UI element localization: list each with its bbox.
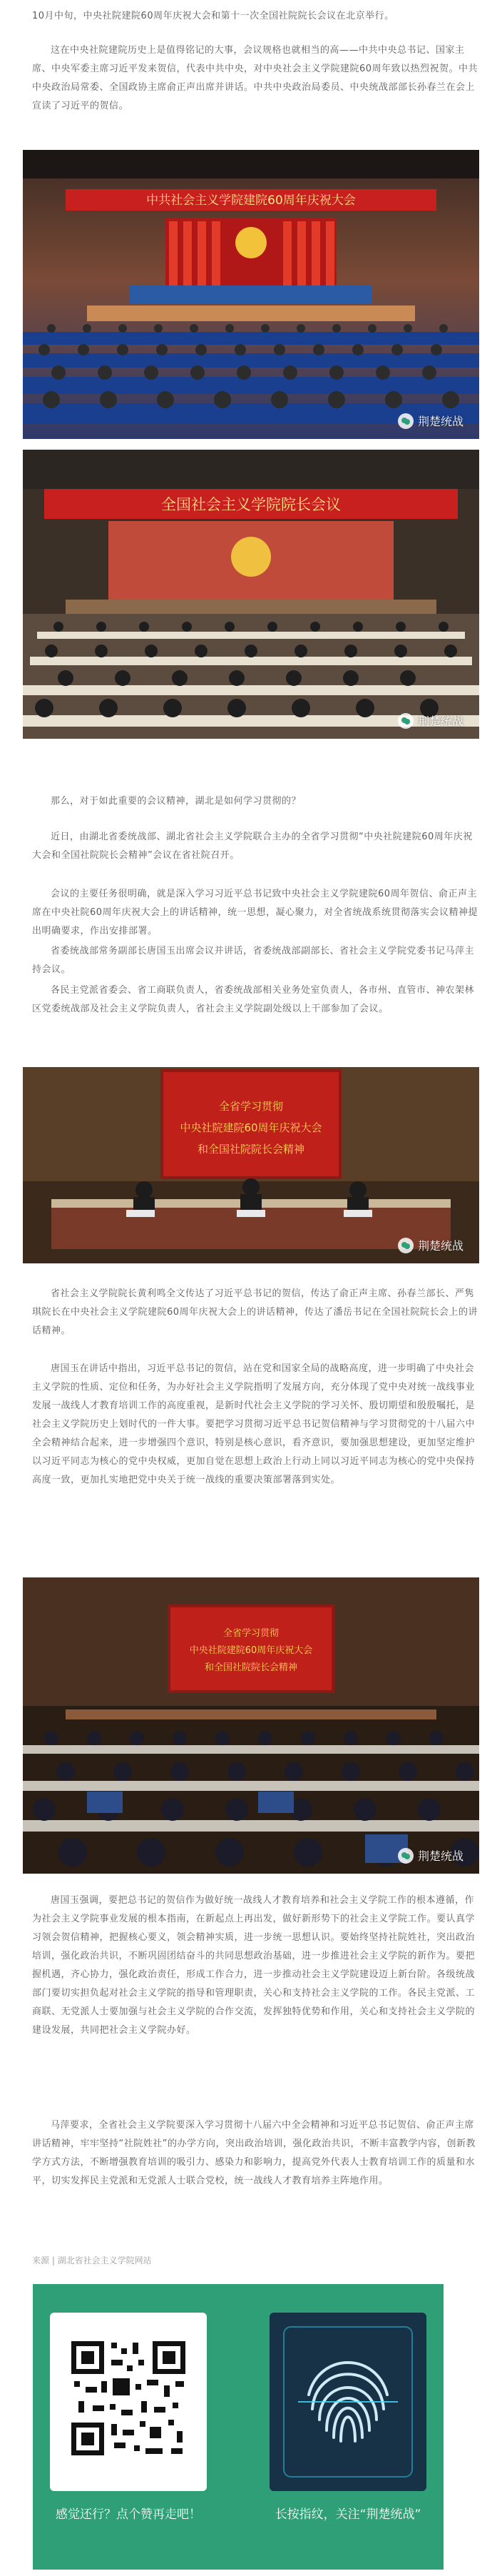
photo2-banner-text: 全国社会主义学院院长会议 <box>161 496 341 513</box>
wechat-icon <box>398 413 414 429</box>
paragraph-transmission: 省社会主义学院院长黄利鸣全文传达了习近平总书记的贺信，传达了俞正声主席、孙春兰部长、严隽琪院长在中央社会主义学院建院60周年庆祝大会上的讲话精神，传达了潘岳书记在全国社院院长会上的讲话精神。 <box>32 1288 478 1336</box>
photo3-banner-line1: 全省学习贯彻 <box>218 1100 284 1113</box>
watermark-text: 荆楚统战 <box>417 714 463 728</box>
paragraph-tang-speech: 唐国玉在讲话中指出，习近平总书记的贺信，站在党和国家全局的战略高度，进一步明确了中央社会主义学院的性质、定位和任务，为办好社会主义学院指明了发展方向，充分体现了党中央对统一战线事业发展一战线人才教育培训工作的高度重视，是新时代社会主义学院的学习关怀、殷切期望和殷殷嘱托，是社会主义学院历史上划时代的一件大事。要把学习贯彻习近平总书记贺信精神与学习贯彻党的十八届六中全会精神结合起来，进一步增强四个意识，特别是核心意识，看齐意识，要加强思想建设，更加坚定维护以习近平同志为核心的党中央权威，更加自觉在思想上政治上行动上同以习近平同志为核心的党中央保持高度一致，更加扎实地把党中央关于统一战线的重要决策部署落到实处。 <box>32 1363 476 1485</box>
source-line: 来源 | 湖北省社会主义学院网站 <box>32 2256 152 2266</box>
wechat-icon <box>398 713 414 729</box>
watermark-text: 荆楚统战 <box>417 1849 463 1863</box>
paragraph-ma-requirement: 马萍要求，全省社会主义学院要深入学习贯彻十八届六中全会精神和习近平总书记贺信、俞正声主席讲话精神，牢牢坚持“社院姓社”的办学方向，突出政治培训，强化政治共识，不断丰富教学内容，创新教学方式方法，不断增强教育培训的吸引力、感染力和影响力，提高党外代表人士教育培训工作的质量和水平，切实发挥民主党派和无党派人士联合党校，统一战线人才教育培养主阵地作用。 <box>32 2120 476 2186</box>
wechat-icon <box>398 1238 414 1253</box>
photo3-banner-line2: 中央社院建院60周年庆祝大会 <box>180 1121 322 1134</box>
paragraph-question: 那么，对于如此重要的会议精神，湖北是如何学习贯彻的？ <box>51 796 302 807</box>
qr-code-image[interactable] <box>50 2313 207 2491</box>
fingerprint-card <box>262 2313 434 2527</box>
photo4-banner-line2: 中央社院建院60周年庆祝大会 <box>189 1645 313 1656</box>
watermark <box>398 1237 463 1253</box>
paragraph-background: 这在中央社院建院历史上是值得铭记的大事，会议规格也就相当的高——中共中央总书记、国家主席、中央军委主席习近平发来贺信，代表中共中央，对中央社会主义学院建院60周年致以热烈祝贺。中共中央政治局常委、全国政协主席俞正声出席并讲话。中共中央政治局委员、中央统战部部长孙春兰在会上宣读了习近平的贺信。 <box>32 45 478 111</box>
paragraph-task: 会议的主要任务很明确，就是深入学习习近平总书记致中央社会主义学院建院60周年贺信、俞正声主席在中央社院60周年庆祝大会上的讲话精神，统一思想，凝心聚力，对全省统战系统贯彻落实会议精神提出明确要求，作出安排部署。 <box>32 889 478 936</box>
photo4-banner-line3: 和全国社院院长会精神 <box>204 1662 298 1673</box>
watermark <box>398 413 463 429</box>
fingerprint-icon[interactable] <box>270 2313 426 2491</box>
watermark <box>398 1847 463 1864</box>
watermark-text: 荆楚统战 <box>417 415 463 428</box>
photo-anniversary-conference <box>23 150 479 439</box>
paragraph-speakers: 省委统战部常务副部长唐国玉出席会议并讲话，省委统战部副部长、省社会主义学院党委书记马萍主持会议。 <box>32 946 475 975</box>
right-caption: 长按指纹，关注“荆楚统战” <box>275 2507 421 2522</box>
photo3-banner-line3: 和全国社院院长会精神 <box>197 1143 305 1156</box>
watermark <box>398 712 463 729</box>
qr-card <box>43 2313 214 2527</box>
photo-provincial-meeting-stage <box>23 1067 479 1263</box>
paragraph-meeting: 近日，由湖北省委统战部、湖北省社会主义学院联合主办的全省学习贯彻“中央社院建院60周年庆祝大会和全国社院院长会精神”会议在省社院召开。 <box>32 832 473 861</box>
photo4-banner-line1: 全省学习贯彻 <box>222 1628 280 1639</box>
footer-follow-banner <box>33 2284 444 2570</box>
photo1-banner-text: 中共社会主义学院建院60周年庆祝大会 <box>146 193 356 208</box>
left-caption: 感觉还行？点个赞再走吧！ <box>56 2507 201 2522</box>
paragraph-attendees: 各民主党派省委会、省工商联负责人，省委统战部相关业务处室负责人，各市州、直管市、神农架林区党委统战部及社会主义学院负责人，省社会主义学院副处级以上干部参加了会议。 <box>32 985 475 1014</box>
photo-deans-conference <box>23 450 479 739</box>
watermark-text: 荆楚统战 <box>417 1239 463 1253</box>
wechat-icon <box>398 1848 414 1864</box>
paragraph-tang-emphasis: 唐国玉强调，要把总书记的贺信作为做好统一战线人才教育培养和社会主义学院工作的根本遵循，作为社会主义学院事业发展的根本指南，在新起点上再出发，做好新形势下的社会主义学院工作。要认真学习领会贺信精神，把握核心要义，领会精神实质，进一步统一思想认识。要始终坚持社院姓社，突出政治培训，强化政治共识，不断巩固团结奋斗的共同思想政治基础，进一步推进社会主义学院的新作为。要把握机遇，齐心协力，强化政治责任，形成工作合力，进一步推动社会主义学院建设迈上新台阶。各级统战部门要切实担负起对社会主义学院的指导和管理职责，关心和支持社会主义学院的工作。各民主党派、工商联、无党派人士要加强与社会主义学院的合作交流，发挥独特优势和作用，关心和支持社会主义学院的建设发展，共同把社会主义学院办好。 <box>32 1895 476 2036</box>
photo-provincial-meeting-audience <box>23 1577 479 1874</box>
paragraph-intro: 10月中旬，中央社院建院60周年庆祝大会和第十一次全国社院院长会议在北京举行。 <box>32 11 394 21</box>
